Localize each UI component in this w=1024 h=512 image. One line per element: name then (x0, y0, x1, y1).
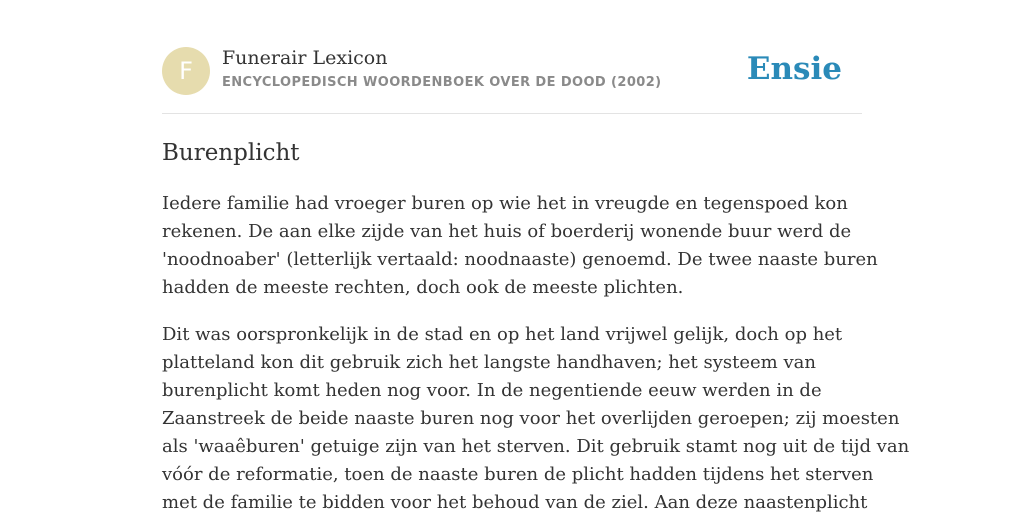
text-line: 'noodnoaber' (letterlijk vertaald: noodnaaste) genoemd. De twee naaste buren (162, 249, 878, 270)
text-line: Zaanstreek de beide naaste buren nog voor het overlijden geroepen; zij moesten (162, 408, 900, 429)
text-line: hadden de meeste rechten, doch ook de meeste plichten. (162, 277, 684, 298)
source-header (162, 46, 862, 96)
text-line: als 'waaêburen' getuige zijn van het sterven. Dit gebruik stamt nog uit de tijd van (162, 436, 910, 457)
paragraph (162, 190, 878, 302)
entry-title: Burenplicht (162, 140, 300, 166)
entry-content (162, 190, 910, 512)
text-line: burenplicht komt heden nog voor. In de negentiende eeuw werden in de (162, 380, 822, 401)
source-title[interactable]: Funerair Lexicon (222, 47, 388, 69)
ensie-logo-link[interactable]: Ensie (746, 51, 842, 87)
source-avatar: F (162, 47, 210, 95)
header-divider (162, 113, 862, 114)
text-line: Iedere familie had vroeger buren op wie het in vreugde en tegenspoed kon (162, 193, 848, 214)
text-line: rekenen. De aan elke zijde van het huis of boerderij wonende buur werd de (162, 221, 852, 242)
source-subtitle: ENCYCLOPEDISCH WOORDENBOEK OVER DE DOOD (2002) (222, 75, 662, 90)
text-line: met de familie te bidden voor het behoud van de ziel. Aan deze naastenplicht (162, 492, 868, 512)
text-line: Dit was oorspronkelijk in de stad en op het land vrijwel gelijk, doch op het (162, 324, 843, 345)
text-line: platteland kon dit gebruik zich het langste handhaven; het systeem van (162, 352, 816, 373)
text-line: vóór de reformatie, toen de naaste buren de plicht hadden tijdens het sterven (162, 464, 874, 485)
paragraph (162, 321, 910, 512)
